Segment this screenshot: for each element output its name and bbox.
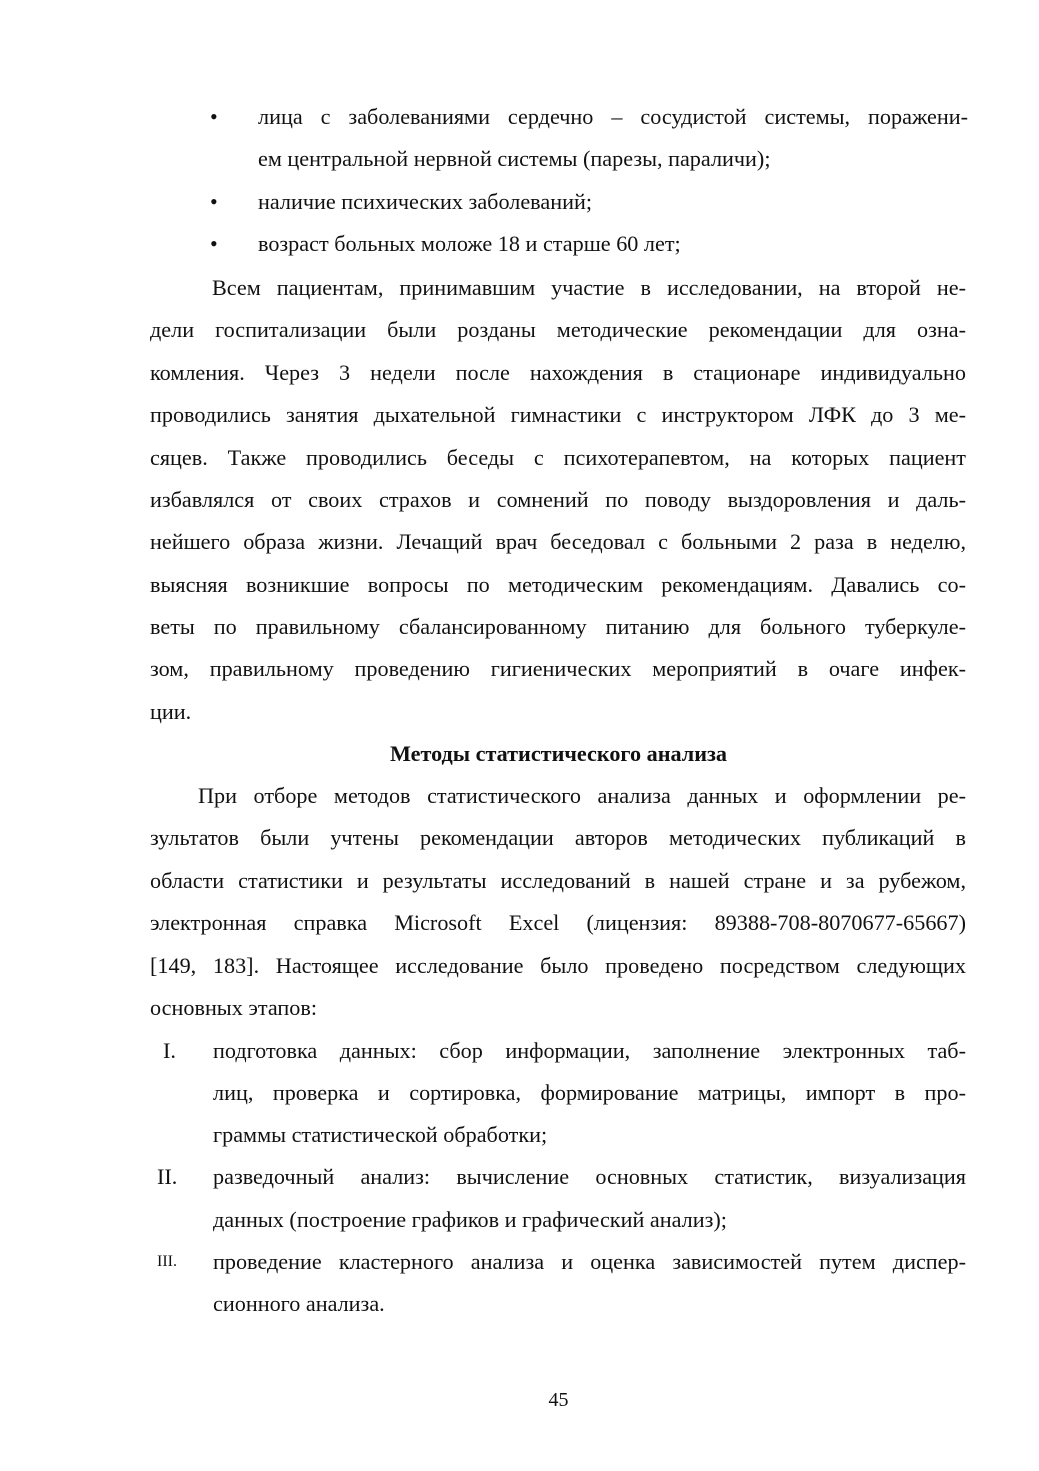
paragraph-line: проводились занятия дыхательной гимнастики с инструктором ЛФК до 3 ме- — [150, 402, 966, 427]
paragraph-line: выясняя возникшие вопросы по методическим рекомендациям. Давались со- — [150, 572, 966, 597]
list-marker: III. — [157, 1253, 177, 1270]
paragraph-line: дели госпитализации были розданы методические рекомендации для озна- — [150, 317, 966, 342]
paragraph-line: зультатов были учтены рекомендации авторов методических публикаций в — [150, 825, 966, 850]
list-item-line: лиц, проверка и сортировка, формирование матрицы, импорт в про- — [213, 1080, 966, 1105]
paragraph-line: зом, правильному проведению гигиенических мероприятий в очаге инфек- — [150, 656, 966, 681]
list-marker: II. — [157, 1164, 178, 1189]
paragraph-line: веты по правильному сбалансированному питанию для больного туберкуле- — [150, 614, 966, 639]
list-item-line: подготовка данных: сбор информации, заполнение электронных таб- — [213, 1038, 966, 1063]
paragraph-line: избавлялся от своих страхов и сомнений по поводу выздоровления и даль- — [150, 487, 966, 512]
list-item-line: сионного анализа. — [213, 1291, 385, 1316]
list-item-line: разведочный анализ: вычисление основных статистик, визуализация — [213, 1164, 966, 1189]
paragraph-line: области статистики и результаты исследований в нашей стране и за рубежом, — [150, 868, 966, 893]
page-number: 45 — [548, 1389, 569, 1411]
bullet-symbol: • — [210, 231, 218, 256]
paragraph-line: основных этапов: — [150, 995, 318, 1020]
bullet-symbol: • — [210, 189, 218, 214]
paragraph-line: электронная справка Microsoft Excel (лицензия: 89388-708-8070677-65667) — [150, 910, 966, 935]
bullet-item-line: лица с заболеваниями сердечно – сосудистой системы, поражени- — [258, 104, 968, 129]
paragraph-line: нейшего образа жизни. Лечащий врач беседовал с больными 2 раза в неделю, — [150, 529, 966, 554]
paragraph-line: Всем пациентам, принимавшим участие в исследовании, на второй не- — [212, 275, 966, 300]
section-heading: Методы статистического анализа — [389, 741, 728, 766]
list-item-line: граммы статистической обработки; — [213, 1122, 548, 1147]
bullet-item-line: возраст больных моложе 18 и старше 60 лет; — [258, 231, 681, 256]
paragraph-line: При отборе методов статистического анализа данных и оформлении ре- — [198, 783, 966, 808]
list-item-line: данных (построение графиков и графический анализ); — [213, 1207, 727, 1232]
paragraph-line: комления. Через 3 недели после нахождения в стационаре индивидуально — [150, 360, 966, 385]
list-item-line: проведение кластерного анализа и оценка зависимостей путем диспер- — [213, 1249, 966, 1274]
bullet-symbol: • — [210, 104, 218, 129]
bullet-item-line: наличие психических заболеваний; — [258, 189, 592, 214]
paragraph-line: сяцев. Также проводились беседы с психотерапевтом, на которых пациент — [150, 445, 966, 470]
list-marker: I. — [163, 1038, 176, 1063]
paragraph-line: ции. — [150, 699, 192, 724]
bullet-item-line: ем центральной нервной системы (парезы, параличи); — [258, 146, 771, 171]
paragraph-line: [149, 183]. Настоящее исследование было проведено посредством следующих — [150, 953, 966, 978]
